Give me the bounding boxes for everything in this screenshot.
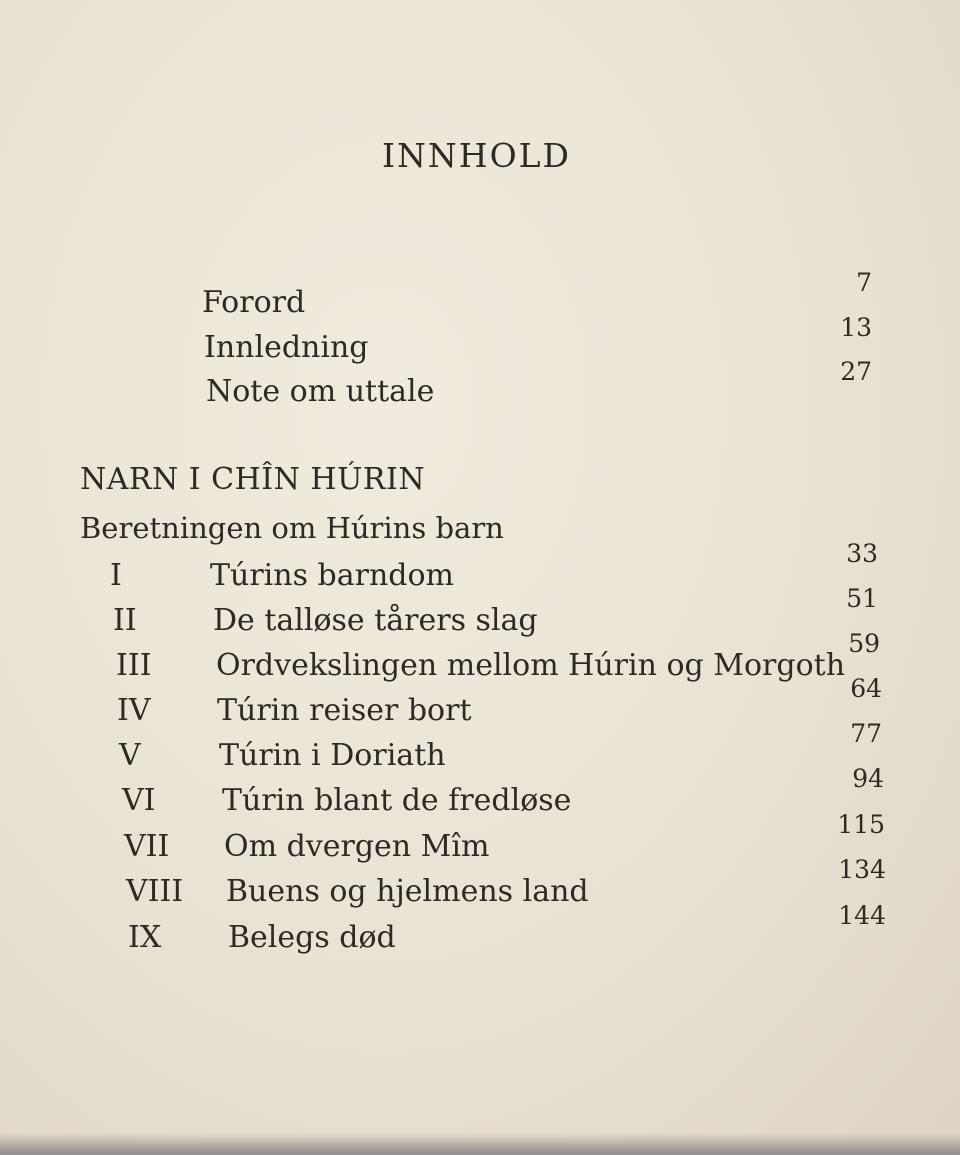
chapter-number: V <box>119 738 141 773</box>
toc-entry-chapter <box>128 901 886 958</box>
chapter-number: VII <box>124 829 170 864</box>
chapter-page-number: 144 <box>838 901 886 930</box>
entry-page-number: 27 <box>840 357 872 386</box>
chapter-page-number: 94 <box>852 764 884 793</box>
page-bottom-edge <box>0 1133 960 1155</box>
chapter-title: Buens og hjelmens land <box>226 874 589 909</box>
chapter-number: II <box>113 603 137 638</box>
chapter-number: III <box>116 648 152 683</box>
toc-entry-chapter <box>110 539 878 596</box>
chapter-page-number: 134 <box>838 855 886 884</box>
entry-page-number: 13 <box>840 313 872 342</box>
entry-title: Innledning <box>204 330 369 365</box>
chapter-number: I <box>110 558 122 593</box>
chapter-number: IV <box>117 693 151 728</box>
toc-entry-chapter <box>113 584 878 641</box>
toc-entry-chapter <box>126 855 886 912</box>
chapter-title: Túrin i Doriath <box>219 738 446 773</box>
chapter-title: Ordvekslingen mellom Húrin og Morgoth <box>216 648 846 683</box>
toc-entry-chapter <box>124 810 885 867</box>
chapter-page-number: 59 <box>848 629 880 658</box>
entry-title: Note om uttale <box>206 374 435 409</box>
chapter-title: Belegs død <box>228 920 396 955</box>
part-title: NARN I CHÎN HÚRIN <box>80 462 426 497</box>
entry-page-number: 7 <box>856 268 872 297</box>
toc-entry-note-om-uttale <box>206 357 872 412</box>
chapter-page-number: 33 <box>846 539 878 568</box>
page-title: INNHOLD <box>382 136 571 175</box>
toc-entry-forord <box>202 268 872 323</box>
chapter-number: VI <box>122 783 156 818</box>
part-subtitle: Beretningen om Húrins barn <box>80 511 504 545</box>
entry-title: Forord <box>202 285 306 320</box>
chapter-page-number: 64 <box>850 674 882 703</box>
toc-entry-chapter <box>122 764 884 821</box>
chapter-page-number: 115 <box>837 810 885 839</box>
toc-entry-chapter <box>117 674 882 731</box>
chapter-title: Túrins barndom <box>210 558 454 593</box>
chapter-title: Om dvergen Mîm <box>224 829 490 864</box>
chapter-title: De talløse tårers slag <box>213 603 538 638</box>
toc-entry-chapter <box>116 629 880 686</box>
chapter-number: IX <box>128 920 162 955</box>
chapter-page-number: 77 <box>850 719 882 748</box>
chapter-title: Túrin reiser bort <box>217 693 472 728</box>
toc-entry-innledning <box>204 313 872 368</box>
toc-entry-chapter <box>119 719 882 776</box>
chapter-page-number: 51 <box>846 584 878 613</box>
chapter-number: VIII <box>126 874 184 909</box>
chapter-title: Túrin blant de fredløse <box>222 783 572 818</box>
